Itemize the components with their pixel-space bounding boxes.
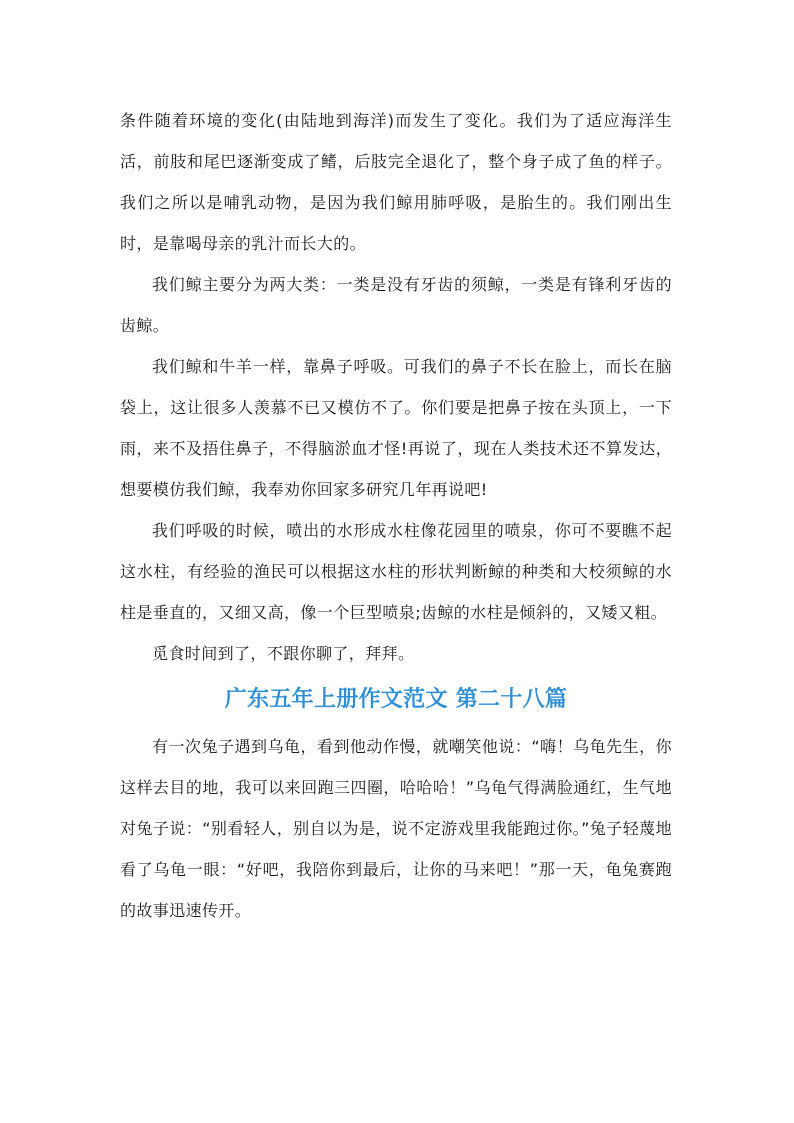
paragraph-whale-types: 我们鲸主要分为两大类：一类是没有牙齿的须鲸，一类是有锋利牙齿的齿鲸。 [120,275,672,335]
paragraph-whale-nose: 我们鲸和牛羊一样，靠鼻子呼吸。可我们的鼻子不长在脸上，而长在脑袋上，这让很多人羡慕不已又模仿不了。你们要是把鼻子按在头顶上，一下雨，来不及捂住鼻子，不得脑淤血才怪!再说了，现在人类技术还不算发达，想要模仿我们鲸，我奉劝你回家多研究几年再说吧! [120,357,672,499]
paragraph-whale-spout: 我们呼吸的时候，喷出的水形成水柱像花园里的喷泉，你可不要瞧不起这水柱，有经验的渔民可以根据这水柱的形状判断鲸的种类和大校须鲸的水柱是垂直的，又细又高，像一个巨型喷泉;齿鲸的水柱是倾斜的，又矮又粗。 [120,521,672,622]
document-body [120,100,672,931]
paragraph-whale-evolution: 条件随着环境的变化(由陆地到海洋)而发生了变化。我们为了适应海洋生活，前肢和尾巴逐渐变成了鳍，后肢完全退化了，整个身子成了鱼的样子。我们之所以是哺乳动物，是因为我们鲸用肺呼吸，是胎生的。我们刚出生时，是靠喝母亲的乳汁而长大的。 [120,111,672,253]
section-title: 广东五年上册作文范文 第二十八篇 [224,687,568,712]
paragraph-tortoise-hare: 有一次兔子遇到乌龟，看到他动作慢，就嘲笑他说：“嗨！乌龟先生，你这样去目的地，我可以来回跑三四圈，哈哈哈！”乌龟气得满脸通红，生气地对兔子说：“别看轻人，别自以为是，说不定游戏里我能跑过你。”兔子轻蔑地看了乌龟一眼：“好吧，我陪你到最后，让你的马来吧！”那一天，龟兔赛跑的故事迅速传开。 [120,737,672,920]
paragraph-whale-goodbye: 觅食时间到了，不跟你聊了，拜拜。 [152,644,415,663]
